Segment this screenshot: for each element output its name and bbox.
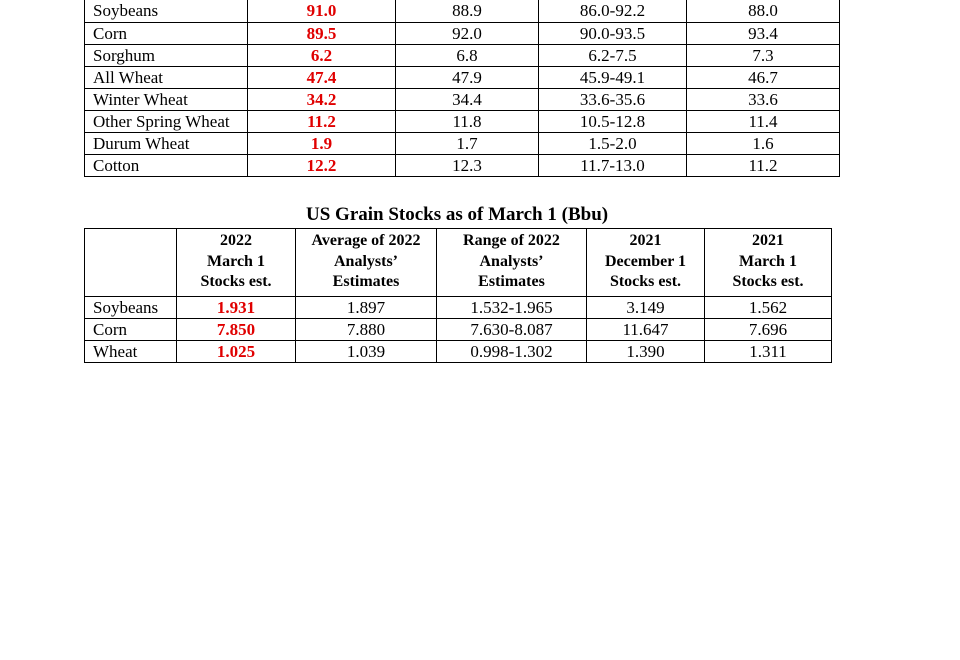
header-line: Estimates (332, 273, 400, 290)
march-value: 7.696 (705, 319, 832, 341)
header-line: Analysts’ (479, 252, 544, 270)
acreage-table (84, 0, 840, 177)
march-value: 1.562 (705, 297, 832, 319)
estimate-value: 6.2 (248, 45, 396, 67)
average-value: 1.897 (296, 297, 437, 319)
estimate-value: 34.2 (248, 89, 396, 111)
prior-value: 33.6 (687, 89, 840, 111)
estimate-value: 89.5 (248, 23, 396, 45)
crop-name: All Wheat (85, 67, 248, 89)
header-line: Estimates (478, 273, 545, 290)
header-line: 2021 (752, 232, 784, 249)
average-value: 92.0 (396, 23, 539, 45)
crop-name: Sorghum (85, 45, 248, 67)
header-blank (85, 229, 177, 297)
range-value: 33.6-35.6 (539, 89, 687, 111)
crop-name: Cotton (85, 155, 248, 177)
range-value: 1.532-1.965 (437, 297, 587, 319)
header-2021-march-stocks (705, 229, 832, 297)
header-range-estimates (437, 229, 587, 297)
header-line: Range of 2022 (463, 232, 560, 249)
crop-name: Corn (85, 23, 248, 45)
average-value: 6.8 (396, 45, 539, 67)
table-row (85, 0, 840, 23)
average-value: 1.7 (396, 133, 539, 155)
stocks-table-title: US Grain Stocks as of March 1 (Bbu) (306, 204, 609, 225)
crop-name: Other Spring Wheat (85, 111, 248, 133)
prior-value: 11.4 (687, 111, 840, 133)
header-line: March 1 (207, 252, 265, 270)
average-value: 88.9 (396, 0, 539, 23)
estimate-value: 12.2 (248, 155, 396, 177)
header-line: Stocks est. (609, 273, 682, 290)
estimate-value: 47.4 (248, 67, 396, 89)
table-row (85, 297, 832, 319)
range-value: 1.5-2.0 (539, 133, 687, 155)
header-line: March 1 (739, 252, 797, 270)
prior-value: 88.0 (687, 0, 840, 23)
range-value: 45.9-49.1 (539, 67, 687, 89)
estimate-value: 1.025 (177, 341, 296, 363)
range-value: 10.5-12.8 (539, 111, 687, 133)
header-line: 2022 (220, 232, 252, 249)
header-average-estimates (296, 229, 437, 297)
table-row (85, 67, 840, 89)
stocks-table-body (85, 297, 832, 363)
estimate-value: 1.931 (177, 297, 296, 319)
crop-name: Winter Wheat (85, 89, 248, 111)
december-value: 3.149 (587, 297, 705, 319)
prior-value: 93.4 (687, 23, 840, 45)
estimate-value: 7.850 (177, 319, 296, 341)
header-line: Stocks est. (732, 273, 804, 290)
header-line: Average of 2022 (311, 232, 421, 249)
table-row (85, 23, 840, 45)
average-value: 34.4 (396, 89, 539, 111)
table-row (85, 319, 832, 341)
average-value: 12.3 (396, 155, 539, 177)
header-row (85, 229, 832, 297)
crop-name: Soybeans (85, 0, 248, 23)
range-value: 0.998-1.302 (437, 341, 587, 363)
grain-name: Corn (85, 319, 177, 341)
acreage-table-body (85, 0, 840, 177)
header-2022-march-stocks (177, 229, 296, 297)
average-value: 1.039 (296, 341, 437, 363)
december-value: 1.390 (587, 341, 705, 363)
range-value: 90.0-93.5 (539, 23, 687, 45)
estimate-value: 1.9 (248, 133, 396, 155)
grain-name: Soybeans (85, 297, 177, 319)
stocks-table-header (85, 229, 832, 297)
average-value: 11.8 (396, 111, 539, 133)
header-line: Analysts’ (333, 252, 398, 270)
header-line: Stocks est. (200, 273, 272, 290)
estimate-value: 11.2 (248, 111, 396, 133)
header-2021-december-stocks (587, 229, 705, 297)
average-value: 7.880 (296, 319, 437, 341)
table-row (85, 45, 840, 67)
table-row (85, 133, 840, 155)
average-value: 47.9 (396, 67, 539, 89)
prior-value: 46.7 (687, 67, 840, 89)
grain-name: Wheat (85, 341, 177, 363)
range-value: 7.630-8.087 (437, 319, 587, 341)
prior-value: 7.3 (687, 45, 840, 67)
header-line: 2021 (629, 232, 662, 249)
prior-value: 1.6 (687, 133, 840, 155)
march-value: 1.311 (705, 341, 832, 363)
range-value: 6.2-7.5 (539, 45, 687, 67)
estimate-value: 91.0 (248, 0, 396, 23)
prior-value: 11.2 (687, 155, 840, 177)
crop-name: Durum Wheat (85, 133, 248, 155)
range-value: 11.7-13.0 (539, 155, 687, 177)
header-line: December 1 (605, 252, 686, 270)
table-row (85, 89, 840, 111)
range-value: 86.0-92.2 (539, 0, 687, 23)
table-row (85, 155, 840, 177)
table-row (85, 111, 840, 133)
december-value: 11.647 (587, 319, 705, 341)
stocks-table (84, 228, 832, 363)
table-row (85, 341, 832, 363)
